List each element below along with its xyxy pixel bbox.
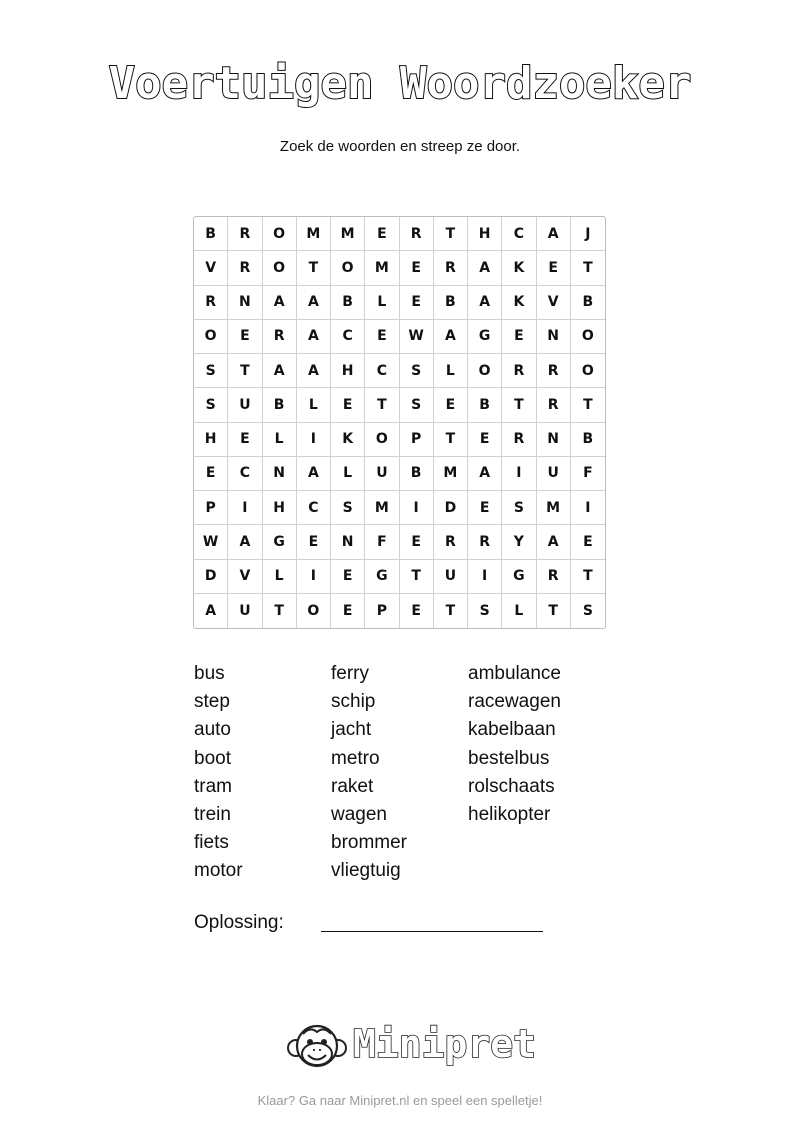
grid-cell: T <box>365 388 399 422</box>
word-list-item: boot <box>194 747 231 769</box>
word-list-item: metro <box>331 747 380 769</box>
grid-cell: E <box>468 491 502 525</box>
grid-cell: T <box>434 423 468 457</box>
grid-cell: S <box>400 354 434 388</box>
grid-cell: S <box>468 594 502 628</box>
grid-cell: B <box>331 286 365 320</box>
grid-cell: M <box>297 217 331 251</box>
grid-cell: T <box>263 594 297 628</box>
word-list-item: brommer <box>331 832 408 854</box>
grid-cell: R <box>194 286 228 320</box>
grid-cell: L <box>263 423 297 457</box>
grid-cell: O <box>571 320 605 354</box>
grid-cell: T <box>228 354 262 388</box>
word-list-item: step <box>194 691 230 713</box>
grid-cell: R <box>400 217 434 251</box>
grid-cell: N <box>263 457 297 491</box>
grid-cell: C <box>365 354 399 388</box>
grid-cell: R <box>537 560 571 594</box>
grid-cell: E <box>194 457 228 491</box>
grid-cell: B <box>434 286 468 320</box>
grid-cell: N <box>537 423 571 457</box>
grid-cell: A <box>468 286 502 320</box>
grid-cell: W <box>400 320 434 354</box>
grid-cell: R <box>228 251 262 285</box>
grid-cell: T <box>400 560 434 594</box>
grid-cell: I <box>228 491 262 525</box>
grid-cell: A <box>228 525 262 559</box>
grid-cell: L <box>263 560 297 594</box>
grid-cell: S <box>331 491 365 525</box>
grid-cell: Y <box>502 525 536 559</box>
grid-cell: H <box>263 491 297 525</box>
grid-cell: R <box>434 525 468 559</box>
word-search-grid <box>193 216 606 629</box>
grid-cell: A <box>297 457 331 491</box>
grid-cell: N <box>228 286 262 320</box>
grid-cell: O <box>365 423 399 457</box>
grid-cell: E <box>331 388 365 422</box>
grid-cell: A <box>297 354 331 388</box>
word-list-item: racewagen <box>468 691 561 713</box>
grid-cell: E <box>297 525 331 559</box>
grid-cell: C <box>228 457 262 491</box>
grid-cell: O <box>468 354 502 388</box>
grid-cell: L <box>331 457 365 491</box>
grid-cell: N <box>331 525 365 559</box>
grid-cell: H <box>468 217 502 251</box>
word-list-item: helikopter <box>468 803 551 825</box>
grid-cell: H <box>331 354 365 388</box>
grid-cell: A <box>297 286 331 320</box>
grid-cell: G <box>468 320 502 354</box>
solution-label: Oplossing: <box>194 912 284 933</box>
grid-cell: O <box>194 320 228 354</box>
grid-cell: W <box>194 525 228 559</box>
grid-cell: O <box>297 594 331 628</box>
grid-cell: N <box>537 320 571 354</box>
grid-cell: E <box>365 320 399 354</box>
word-list-column-3 <box>468 660 561 829</box>
page-title: Voertuigen Woordzoeker <box>108 58 692 109</box>
grid-cell: A <box>468 251 502 285</box>
grid-cell: U <box>537 457 571 491</box>
grid-cell: U <box>434 560 468 594</box>
word-list-item: motor <box>194 860 243 882</box>
logo-wordmark: Minipret <box>353 1022 537 1066</box>
grid-cell: R <box>263 320 297 354</box>
grid-cell: T <box>297 251 331 285</box>
grid-cell: O <box>331 251 365 285</box>
grid-cell: B <box>194 217 228 251</box>
grid-cell: K <box>331 423 365 457</box>
instructions: Zoek de woorden en streep ze door. <box>279 138 521 155</box>
grid-cell: S <box>400 388 434 422</box>
grid-cell: E <box>228 320 262 354</box>
grid-cell: E <box>400 286 434 320</box>
grid-cell: E <box>331 560 365 594</box>
grid-cell: F <box>365 525 399 559</box>
grid-cell: P <box>365 594 399 628</box>
grid-cell: V <box>228 560 262 594</box>
grid-cell: A <box>263 354 297 388</box>
grid-cell: G <box>502 560 536 594</box>
grid-cell: R <box>468 525 502 559</box>
grid-cell: A <box>537 217 571 251</box>
word-list-item: rolschaats <box>468 775 555 797</box>
minipret-logo <box>286 1018 537 1078</box>
grid-cell: V <box>194 251 228 285</box>
grid-cell: E <box>537 251 571 285</box>
grid-cell: E <box>434 388 468 422</box>
grid-cell: S <box>194 354 228 388</box>
word-list-item: jacht <box>331 719 372 741</box>
grid-cell: I <box>571 491 605 525</box>
word-list-item: ambulance <box>468 663 561 684</box>
grid-cell: G <box>263 525 297 559</box>
grid-cell: A <box>297 320 331 354</box>
grid-cell: T <box>571 388 605 422</box>
grid-cell: I <box>502 457 536 491</box>
grid-cell: A <box>468 457 502 491</box>
word-list-item: schip <box>331 691 376 713</box>
grid-cell: S <box>194 388 228 422</box>
grid-cell: V <box>537 286 571 320</box>
grid-cell: B <box>468 388 502 422</box>
grid-cell: O <box>263 251 297 285</box>
grid-cell: B <box>571 286 605 320</box>
grid-cell: M <box>331 217 365 251</box>
grid-cell: T <box>502 388 536 422</box>
grid-cell: A <box>263 286 297 320</box>
grid-cell: I <box>400 491 434 525</box>
grid-cell: R <box>537 354 571 388</box>
grid-cell: E <box>571 525 605 559</box>
word-list-item: ferry <box>331 663 369 684</box>
grid-cell: M <box>537 491 571 525</box>
grid-cell: R <box>502 423 536 457</box>
word-list-item: wagen <box>331 803 387 825</box>
grid-cell: E <box>400 525 434 559</box>
solution-line <box>321 931 543 932</box>
grid-cell: K <box>502 286 536 320</box>
grid-cell: M <box>365 491 399 525</box>
grid-cell: P <box>194 491 228 525</box>
grid-cell: R <box>228 217 262 251</box>
grid-cell: M <box>365 251 399 285</box>
grid-cell: K <box>502 251 536 285</box>
word-list-item: vliegtuig <box>331 860 401 882</box>
grid-cell: A <box>194 594 228 628</box>
grid-cell: L <box>365 286 399 320</box>
monkey-face-icon <box>286 1020 348 1078</box>
grid-cell: E <box>468 423 502 457</box>
grid-cell: E <box>331 594 365 628</box>
grid-cell: A <box>434 320 468 354</box>
word-list-item: auto <box>194 719 231 741</box>
grid-cell: R <box>434 251 468 285</box>
grid-cell: H <box>194 423 228 457</box>
grid-cell: T <box>434 217 468 251</box>
grid-cell: C <box>297 491 331 525</box>
grid-cell: U <box>228 388 262 422</box>
grid-cell: A <box>537 525 571 559</box>
grid-cell: D <box>434 491 468 525</box>
grid-cell: T <box>537 594 571 628</box>
grid-cell: G <box>365 560 399 594</box>
grid-cell: R <box>537 388 571 422</box>
grid-cell: E <box>400 594 434 628</box>
grid-cell: O <box>571 354 605 388</box>
grid-cell: L <box>434 354 468 388</box>
grid-cell: E <box>365 217 399 251</box>
grid-cell: T <box>571 560 605 594</box>
word-list-item: bus <box>194 663 225 684</box>
grid-cell: C <box>502 217 536 251</box>
grid-cell: J <box>571 217 605 251</box>
grid-cell: S <box>502 491 536 525</box>
grid-cell: P <box>400 423 434 457</box>
grid-cell: M <box>434 457 468 491</box>
grid-cell: B <box>400 457 434 491</box>
grid-cell: I <box>297 423 331 457</box>
grid-cell: O <box>263 217 297 251</box>
grid-cell: E <box>400 251 434 285</box>
grid-cell: C <box>331 320 365 354</box>
grid-cell: E <box>228 423 262 457</box>
grid-cell: T <box>571 251 605 285</box>
grid-cell: U <box>365 457 399 491</box>
grid-cell: R <box>502 354 536 388</box>
grid-cell: S <box>582 602 593 619</box>
word-list-item: trein <box>194 803 231 825</box>
grid-cell: U <box>228 594 262 628</box>
footer-text: Klaar? Ga naar Minipret.nl en speel een spelletje! <box>257 1093 543 1108</box>
grid-cell: F <box>571 457 605 491</box>
grid-cell: L <box>502 594 536 628</box>
word-list-item: kabelbaan <box>468 719 556 741</box>
grid-cell: I <box>297 560 331 594</box>
grid-cell: B <box>571 423 605 457</box>
grid-cell: B <box>263 388 297 422</box>
word-list-item: fiets <box>194 832 229 854</box>
word-list-item: bestelbus <box>468 747 550 769</box>
grid-cell: E <box>502 320 536 354</box>
grid-cell: L <box>297 388 331 422</box>
word-list-column-2 <box>331 660 407 886</box>
grid-cell: I <box>468 560 502 594</box>
grid-cell: T <box>434 594 468 628</box>
word-list-item: raket <box>331 775 374 797</box>
grid-cell: D <box>194 560 228 594</box>
word-list-column-1 <box>194 660 243 886</box>
word-list-item: tram <box>194 775 232 797</box>
